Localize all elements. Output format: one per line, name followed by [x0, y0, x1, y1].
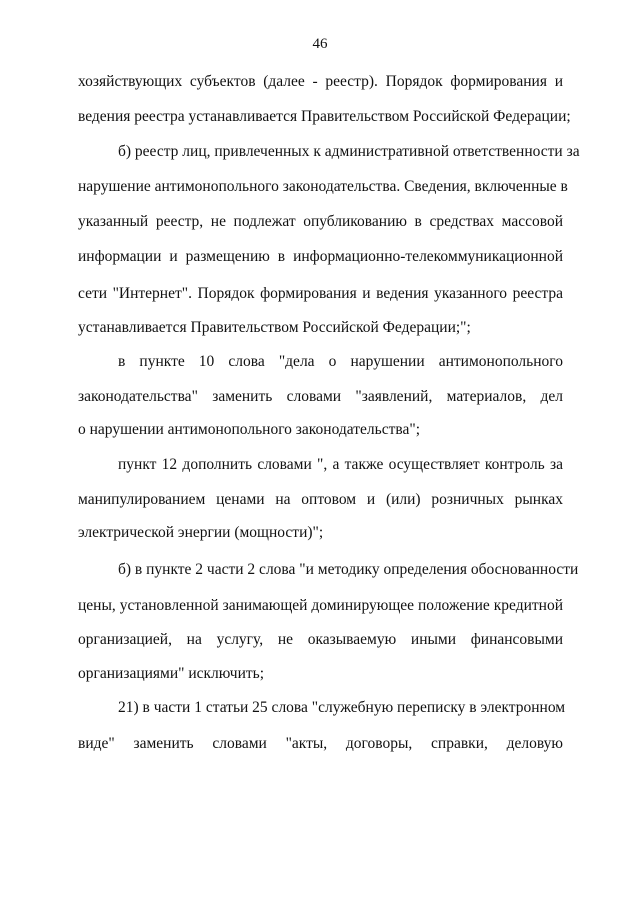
- text-line: электрической энергии (мощности)";: [78, 524, 324, 541]
- text-line: организацией, на услугу, не оказываемую иными финансовыми: [78, 631, 563, 648]
- text-line: виде" заменить словами "акты, договоры, справки, деловую: [78, 735, 563, 752]
- text-line: 21) в части 1 статьи 25 слова "служебную переписку в электронном: [118, 699, 566, 716]
- text-line: устанавливается Правительством Российской Федерации;";: [78, 319, 471, 336]
- text-line: хозяйствующих субъектов (далее - реестр). Порядок формирования и: [78, 73, 563, 90]
- text-line: законодательства" заменить словами "заявлений, материалов, дел: [78, 388, 563, 405]
- text-line: цены, установленной занимающей доминирующее положение кредитной: [78, 597, 563, 614]
- text-line: пункт 12 дополнить словами ", а также осуществляет контроль за: [118, 456, 563, 473]
- text-line: о нарушении антимонопольного законодательства";: [78, 421, 420, 438]
- text-line: б) в пункте 2 части 2 слова "и методику определения обоснованности: [118, 561, 579, 578]
- text-line: ведения реестра устанавливается Правительством Российской Федерации;: [78, 108, 571, 125]
- text-line: организациями" исключить;: [78, 665, 265, 682]
- page-number: 46: [312, 36, 328, 52]
- text-line: нарушение антимонопольного законодательства. Сведения, включенные в: [78, 178, 568, 195]
- text-line: б) реестр лиц, привлеченных к административной ответственности за: [118, 143, 580, 160]
- text-line: манипулированием ценами на оптовом и (или) розничных рынках: [78, 491, 563, 508]
- text-line: указанный реестр, не подлежат опубликованию в средствах массовой: [78, 213, 563, 230]
- text-line: сети "Интернет". Порядок формирования и ведения указанного реестра: [78, 285, 563, 302]
- text-line: информации и размещению в информационно-телекоммуникационной: [78, 248, 563, 265]
- text-line: в пункте 10 слова "дела о нарушении антимонопольного: [118, 353, 563, 370]
